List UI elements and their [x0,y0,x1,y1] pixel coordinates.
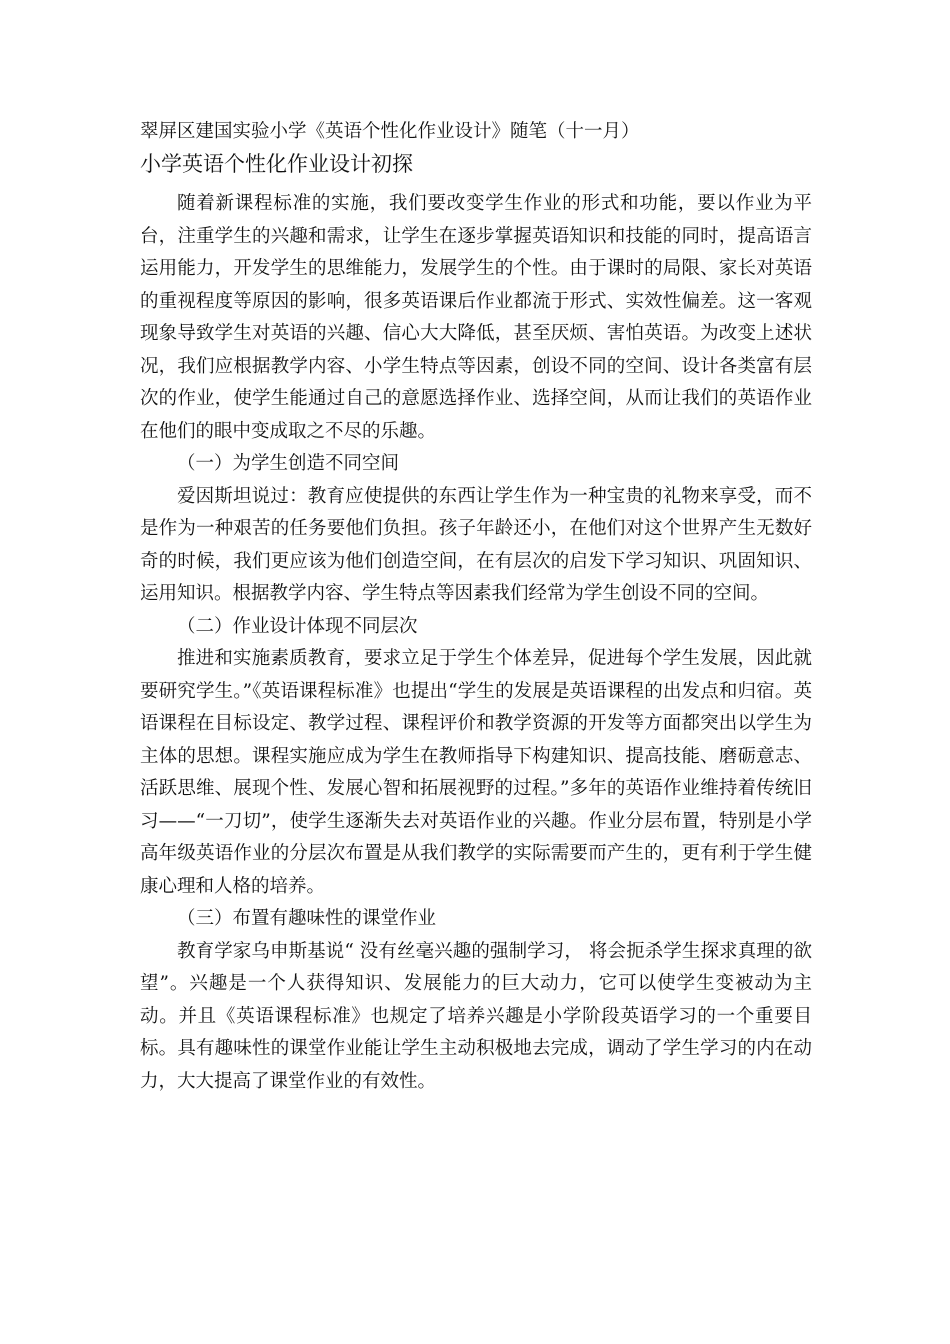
section-heading-2: （二）作业设计体现不同层次 [177,615,418,637]
section-heading-3: （三）布置有趣味性的课堂作业 [177,908,437,929]
section-heading-1: （一）为学生创造不同空间 [177,453,400,474]
section-body-3: 教育学家乌申斯基说“ 没有丝毫兴趣的强制学习， 将会扼杀学生探求真理的欲望”。兴趣是一个人获得知识、发展能力的巨大动力，它可以使学生变被动为主动。并且《英语课程标准》也规定了培养兴趣是小学阶段英语学习的一个重要目标。具有趣味性的课堂作业能让学生主动积极地去完成，调动了学生学习的内在动力，大大提高了课堂作业的有效性。 [140,940,812,1092]
header-line: 翠屏区建国实验小学《英语个性化作业设计》随笔（十一月） [140,121,640,142]
section-body-2: 推进和实施素质教育，要求立足于学生个体差异，促进每个学生发展，因此就要研究学生。”《英语课程标准》也提出“学生的发展是英语课程的出发点和归宿。英语课程在目标设定、教学过程、课程评价和教学资源的开发等方面都突出以学生为主体的思想。课程实施应成为学生在教师指导下构建知识、提高技能、磨砺意志、活跃思维、展现个性、发展心智和拓展视野的过程。”多年的英语作业维持着传统旧习——“一刀切”，使学生逐渐失去对英语作业的兴趣。作业分层布置，特别是小学高年级英语作业的分层次布置是从我们教学的实际需要而产生的，更有利于学生健康心理和人格的培养。 [140,648,812,897]
intro-paragraph: 随着新课程标准的实施，我们要改变学生作业的形式和功能，要以作业为平台，注重学生的兴趣和需求，让学生在逐步掌握英语知识和技能的同时，提高语言运用能力，开发学生的思维能力，发展学生的个性。由于课时的局限、家长对英语的重视程度等原因的影响，很多英语课后作业都流于形式、实效性偏差。这一客观现象导致学生对英语的兴趣、信心大大降低，甚至厌烦、害怕英语。为改变上述状况，我们应根据教学内容、小学生特点等因素，创设不同的空间、设计各类富有层次的作业，使学生能通过自己的意愿选择作业、选择空间，从而让我们的英语作业在他们的眼中变成取之不尽的乐趣。 [140,193,812,442]
document-title: 小学英语个性化作业设计初探 [140,152,413,176]
document-content [140,118,812,1098]
section-body-1: 爱因斯坦说过：教育应使提供的东西让学生作为一种宝贵的礼物来享受，而不是作为一种艰苦的任务要他们负担。孩子年龄还小，在他们对这个世界产生无数好奇的时候，我们更应该为他们创造空间，在有层次的启发下学习知识、巩固知识、运用知识。根据教学内容、学生特点等因素我们经常为学生创设不同的空间。 [140,485,812,604]
